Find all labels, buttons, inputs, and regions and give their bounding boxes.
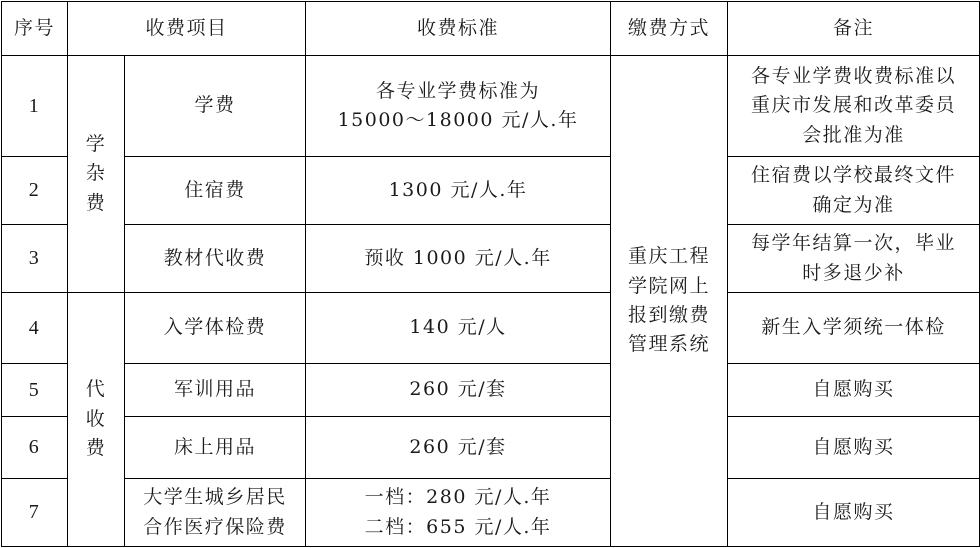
payment-line: 管理系统 [628, 333, 711, 356]
table-row [2, 417, 980, 479]
row-note [728, 417, 980, 479]
standard-line: 各专业学费标准为 [376, 79, 541, 102]
row-item: 住宿费 [125, 157, 306, 225]
row-item [125, 479, 306, 547]
row-note [728, 479, 980, 547]
row-standard [306, 293, 611, 364]
note-line: 住宿费以学校最终文件 [751, 164, 957, 187]
row-standard [306, 56, 611, 157]
row-note [728, 364, 980, 417]
row-note [728, 225, 980, 293]
header-notes: 备注 [728, 2, 980, 56]
header-payment: 缴费方式 [611, 2, 728, 56]
note-line: 各专业学费收费标准以 [751, 64, 957, 87]
row-item: 床上用品 [125, 417, 306, 479]
header-item: 收费项目 [68, 2, 306, 56]
table-row [2, 225, 980, 293]
row-item: 教材代收费 [125, 225, 306, 293]
row-standard [306, 225, 611, 293]
note-line: 自愿购买 [812, 435, 895, 458]
standard-line: 260 元/套 [409, 435, 507, 458]
note-line: 会批准为准 [802, 123, 905, 146]
row-note [728, 56, 980, 157]
standard-line: 140 元/人 [409, 316, 507, 339]
row-seq: 4 [2, 293, 68, 364]
group-char: 费 [85, 191, 107, 214]
standard-line: 1300 元/人.年 [388, 178, 528, 201]
item-line: 大学生城乡居民 [143, 486, 287, 509]
standard-line: 260 元/套 [409, 378, 507, 401]
note-line: 时多退少补 [802, 261, 905, 284]
note-line: 每学年结算一次，毕业 [751, 232, 957, 255]
fee-table [1, 1, 980, 547]
row-seq: 6 [2, 417, 68, 479]
note-line: 确定为准 [812, 193, 895, 216]
row-standard [306, 479, 611, 547]
row-note [728, 157, 980, 225]
row-note [728, 293, 980, 364]
note-line: 重庆市发展和改革委员 [751, 94, 957, 117]
header-row [2, 2, 980, 56]
payment-line: 学院网上 [628, 274, 711, 297]
note-line: 自愿购买 [812, 500, 895, 523]
row-standard [306, 417, 611, 479]
standard-line: 二档：655 元/人.年 [364, 515, 552, 538]
payment-line: 重庆工程 [628, 245, 711, 268]
row-seq: 7 [2, 479, 68, 547]
group-tuition [68, 56, 125, 293]
header-seq: 序号 [2, 2, 68, 56]
table-row [2, 157, 980, 225]
table-row [2, 364, 980, 417]
standard-line: 一档：280 元/人.年 [364, 486, 552, 509]
row-seq: 1 [2, 56, 68, 157]
standard-line: 预收 1000 元/人.年 [364, 246, 552, 269]
group-char: 收 [85, 407, 107, 430]
group-char: 学 [85, 132, 107, 155]
row-seq: 3 [2, 225, 68, 293]
row-seq: 2 [2, 157, 68, 225]
row-standard [306, 364, 611, 417]
table-row [2, 479, 980, 547]
row-item: 军训用品 [125, 364, 306, 417]
row-item: 学费 [125, 56, 306, 157]
payment-method [611, 56, 728, 547]
note-line: 自愿购买 [812, 378, 895, 401]
row-item: 入学体检费 [125, 293, 306, 364]
group-agency [68, 293, 125, 547]
row-seq: 5 [2, 364, 68, 417]
standard-line: 15000～18000 元/人.年 [337, 109, 579, 131]
header-standard: 收费标准 [306, 2, 611, 56]
group-char: 费 [85, 437, 107, 460]
row-standard [306, 157, 611, 225]
table-row [2, 293, 980, 364]
group-char: 杂 [85, 162, 107, 185]
payment-line: 报到缴费 [628, 304, 711, 326]
item-line: 合作医疗保险费 [143, 515, 287, 538]
note-line: 新生入学须统一体检 [761, 316, 946, 339]
group-char: 代 [85, 378, 107, 401]
table-row [2, 56, 980, 157]
